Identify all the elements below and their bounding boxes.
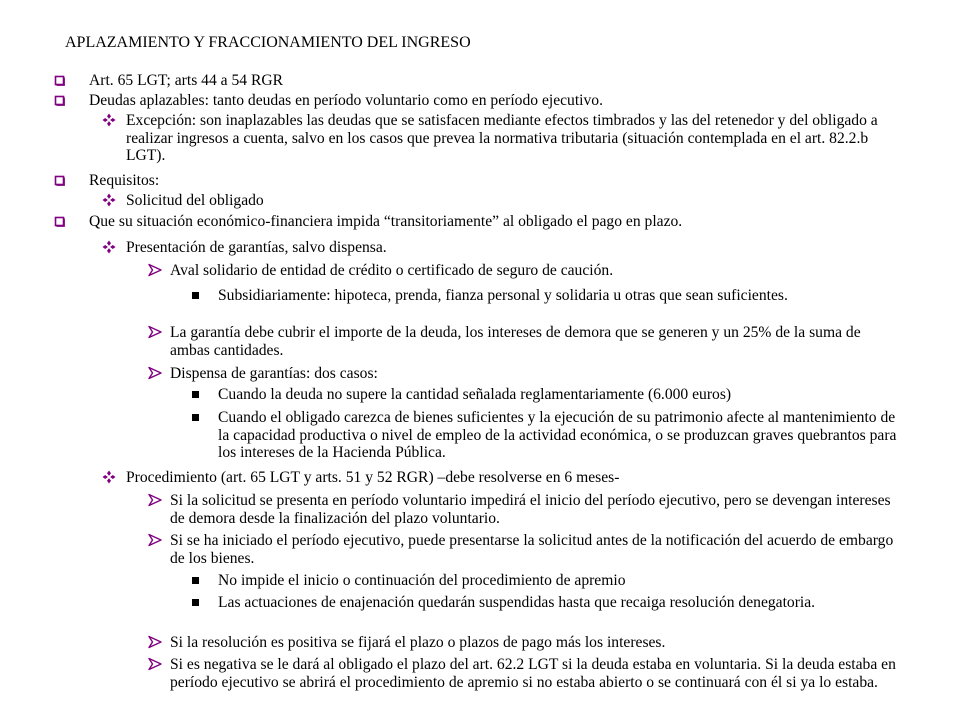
small-square-icon bbox=[192, 414, 199, 421]
list-item-text: Deudas aplazables: tanto deudas en período voluntario como en período ejecutivo. bbox=[89, 92, 603, 109]
list-item bbox=[218, 572, 900, 590]
list-item bbox=[218, 594, 900, 612]
list-item bbox=[170, 656, 900, 691]
list-item bbox=[170, 262, 900, 280]
list-item-text: Que su situación económico-financiera impida “transitoriamente” al obligado el pago en plazo. bbox=[89, 213, 683, 230]
list-item-text: Cuando el obligado carezca de bienes suficientes y la ejecución de su patrimonio afecte al mantenimiento de la capacidad productiva o nivel de empleo de la actividad económica, o se produzcan graves quebrantos para los intereses de la Hacienda Pública. bbox=[218, 409, 897, 461]
list-item bbox=[218, 386, 900, 404]
arrowhead-icon bbox=[148, 366, 162, 380]
list-item-text: Excepción: son inaplazables las deudas que se satisfacen mediante efectos timbrados y las del retenedor y del obligado a realizar ingresos a cuenta, salvo en los casos que prevea la normativa tributaria (situación contemplada en el art. 82.2.b LGT). bbox=[126, 112, 878, 164]
small-square-icon bbox=[192, 577, 199, 584]
list-item-text: La garantía debe cubrir el importe de la deuda, los intereses de demora que se generen y un 25% de la suma de ambas cantidades. bbox=[170, 324, 861, 359]
list-item-text: Si la resolución es positiva se fijará el plazo o plazos de pago más los intereses. bbox=[170, 634, 666, 651]
list-item bbox=[126, 112, 900, 165]
small-square-icon bbox=[192, 391, 199, 398]
four-diamond-icon bbox=[102, 240, 116, 254]
hollow-square-icon bbox=[54, 216, 65, 227]
list-item bbox=[170, 324, 900, 359]
list-item bbox=[170, 365, 900, 383]
hollow-square-icon bbox=[54, 175, 65, 186]
list-item bbox=[218, 287, 900, 305]
arrowhead-icon bbox=[148, 533, 162, 547]
list-item bbox=[126, 469, 900, 487]
small-square-icon bbox=[192, 292, 199, 299]
list-item bbox=[126, 239, 900, 257]
list-item-text: No impide el inicio o continuación del procedimiento de apremio bbox=[218, 572, 626, 589]
list-item bbox=[126, 192, 900, 210]
list-item-text: Si es negativa se le dará al obligado el plazo del art. 62.2 LGT si la deuda estaba en voluntaria. Si la deuda estaba en período ejecutivo se abrirá el procedimiento de apremio si no estaba abierto o se continuará con él si ya lo estaba. bbox=[170, 656, 896, 691]
list-item-text: Requisitos: bbox=[89, 172, 160, 189]
arrowhead-icon bbox=[148, 657, 162, 671]
list-item-text: Art. 65 LGT; arts 44 a 54 RGR bbox=[89, 72, 284, 89]
hollow-square-icon bbox=[54, 75, 65, 86]
slide-title: APLAZAMIENTO Y FRACCIONAMIENTO DEL INGRESO bbox=[65, 34, 471, 51]
list-item-text: Subsidiariamente: hipoteca, prenda, fianza personal y solidaria u otras que sean suficientes. bbox=[218, 287, 788, 304]
list-item-text: Solicitud del obligado bbox=[126, 192, 264, 209]
list-item bbox=[170, 492, 900, 527]
list-item bbox=[170, 532, 900, 567]
list-item-text: Cuando la deuda no supere la cantidad señalada reglamentariamente (6.000 euros) bbox=[218, 386, 732, 403]
arrowhead-icon bbox=[148, 325, 162, 339]
list-item bbox=[89, 213, 900, 231]
arrowhead-icon bbox=[148, 263, 162, 277]
list-item-text: Si se ha iniciado el período ejecutivo, puede presentarse la solicitud antes de la notificación del acuerdo de embargo de los bienes. bbox=[170, 532, 894, 567]
arrowhead-icon bbox=[148, 493, 162, 507]
hollow-square-icon bbox=[54, 95, 65, 106]
list-item-text: Aval solidario de entidad de crédito o certificado de seguro de caución. bbox=[170, 262, 614, 279]
four-diamond-icon bbox=[102, 470, 116, 484]
list-item-text: Las actuaciones de enajenación quedarán suspendidas hasta que recaiga resolución denegatoria. bbox=[218, 594, 816, 611]
arrowhead-icon bbox=[148, 635, 162, 649]
small-square-icon bbox=[192, 599, 199, 606]
list-item bbox=[218, 409, 900, 462]
list-item bbox=[170, 634, 900, 652]
list-item-text: Presentación de garantías, salvo dispensa. bbox=[126, 239, 387, 256]
four-diamond-icon bbox=[102, 193, 116, 207]
list-item bbox=[89, 72, 900, 90]
list-item-text: Procedimiento (art. 65 LGT y arts. 51 y 52 RGR) –debe resolverse en 6 meses- bbox=[126, 469, 620, 486]
four-diamond-icon bbox=[102, 113, 116, 127]
list-item-text: Si la solicitud se presenta en período voluntario impedirá el inicio del período ejecutivo, pero se devengan intereses de demora desde la finalización del plazo voluntario. bbox=[170, 492, 891, 527]
list-item bbox=[89, 172, 900, 190]
list-item-text: Dispensa de garantías: dos casos: bbox=[170, 365, 378, 382]
list-item bbox=[89, 92, 900, 110]
